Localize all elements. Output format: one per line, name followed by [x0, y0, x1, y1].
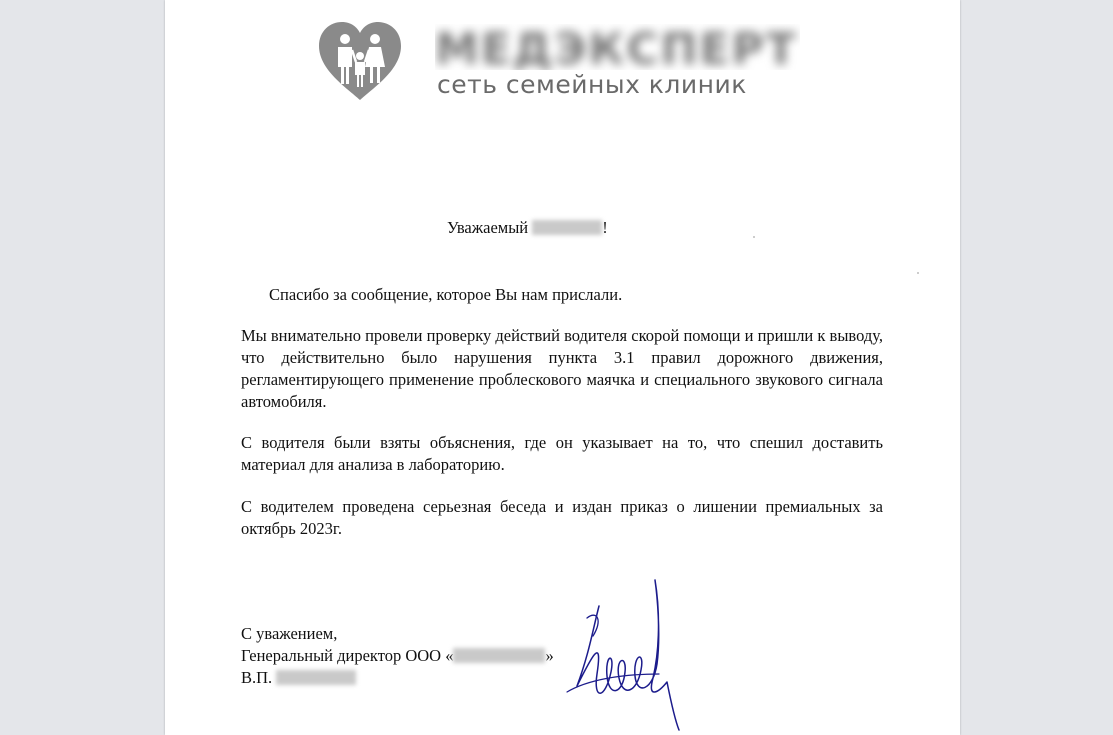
position-title: Генеральный директор ООО «	[241, 646, 454, 665]
closing-block	[241, 623, 554, 689]
paragraph-explanation: С водителя были взяты объяснения, где он указывает на то, что спешил доставить материал для анализа в лабораторию.	[241, 433, 883, 474]
paragraph-thanks: Спасибо за сообщение, которое Вы нам прислали.	[269, 285, 623, 304]
redacted-surname	[276, 670, 356, 685]
greeting-text: Уважаемый	[447, 218, 533, 237]
greeting-exclamation: !	[602, 218, 608, 237]
signatory-initials: В.П.	[241, 668, 273, 687]
redacted-recipient-name	[532, 220, 602, 235]
handwritten-signature	[563, 574, 693, 735]
closing-signatory	[241, 667, 554, 689]
position-quote-close: »	[545, 646, 554, 665]
paragraph-penalty: С водителем проведена серьезная беседа и издан приказ о лишении премиальных за октябрь 2023г.	[241, 497, 883, 538]
brand-tagline: сеть семейных клиник	[437, 70, 747, 99]
brand-name-redacted	[435, 24, 800, 70]
closing-regards: С уважением,	[241, 624, 338, 643]
paragraph-investigation: Мы внимательно провели проверку действий водителя скорой помощи и пришли к выводу, что действительно было нарушения пункта 3.1 правил дорожного движения, регламентирующего применение проблескового маячка и специального звукового сигнала автомобиля.	[241, 326, 883, 411]
redacted-company-name	[453, 648, 545, 663]
family-heart-icon	[317, 20, 403, 102]
scan-speck	[917, 272, 919, 274]
letter-page	[165, 0, 960, 735]
closing-position	[241, 645, 554, 667]
scan-speck	[753, 236, 755, 238]
brand-name: МЕДЭКСПЕРТ	[435, 24, 798, 70]
greeting	[447, 217, 608, 239]
